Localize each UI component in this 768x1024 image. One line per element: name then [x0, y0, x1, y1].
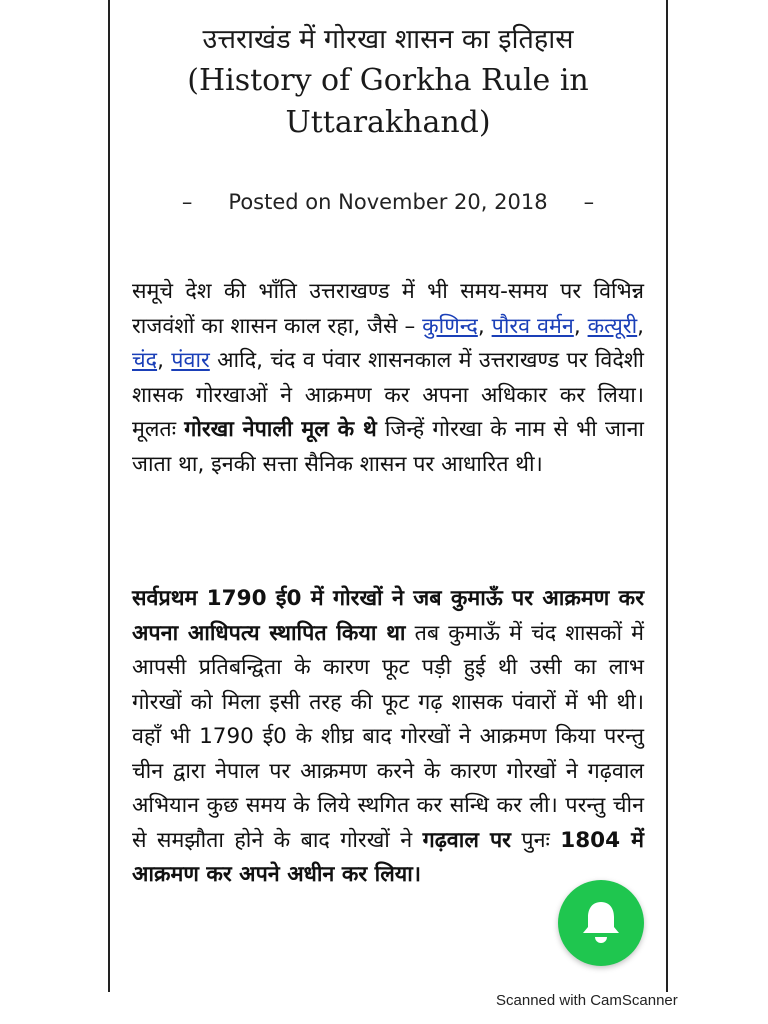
posted-prefix: Posted on — [228, 190, 332, 214]
link-katyuri[interactable]: कत्यूरी — [587, 313, 638, 339]
link-panwar[interactable]: पंवार — [171, 348, 210, 373]
separator: , — [477, 313, 492, 339]
link-kuninda[interactable]: कुणिन्द — [422, 313, 478, 339]
p1-after-links: आदि, चंद व पंवार शासनकाल में उत्तराखण्ड पर विदेशी शासक गोरखाओं ने आक्रमण कर अपना अधिकार कर लिया। मूलतः — [132, 348, 644, 442]
title-hindi: उत्तराखंड में गोरखा शासन का इतिहास — [202, 24, 574, 55]
paragraph-1 — [132, 275, 644, 482]
p1-end: जिन्हें गोरखा के नाम से भी जाना जाता था, इनकी सत्ता सैनिक शासन पर आधारित थी। — [132, 417, 644, 477]
separator: , — [573, 313, 588, 339]
link-chand[interactable]: चंद — [132, 348, 158, 373]
p2-text-1: तब कुमाऊँ में चंद शासकों में आपसी प्रतिबन्द्विता के कारण फूट पड़ी हुई थी उसी का लाभ गोरखों को मिला इसी तरह की फूट गढ़ शासक पंवारों में भी थी। वहाँ भी 1790 ई0 के शीघ्र बाद गोरखों ने आक्रमण किया परन्तु चीन द्वारा नेपाल पर आक्रमण करने के कारण गोरखों ने गढ़वाल अभियान कुछ समय के लिये स्थगित कर सन्धि कर ली। परन्तु चीन से समझौता होने के बाद गोरखों ने — [132, 620, 644, 853]
separator: , — [157, 348, 172, 373]
p2-bold-2: गढ़वाल पर — [422, 827, 511, 853]
p1-intro: समूचे देश की भाँति उत्तराखण्ड में भी समय-समय पर विभिन्न राजवंशों का शासन काल रहा, जैसे – — [132, 279, 644, 339]
p2-text-2: पुनः — [510, 827, 561, 853]
article-title — [112, 20, 664, 144]
separator: , — [637, 313, 645, 339]
p2-bold-1: सर्वप्रथम 1790 ई0 में गोरखों ने जब कुमाऊँ पर आक्रमण कर अपना आधिपत्य स्थापित किया था — [132, 586, 644, 646]
post-meta — [110, 190, 666, 214]
post-date[interactable]: November 20, 2018 — [338, 190, 548, 214]
p1-bold: गोरखा नेपाली मूल के थे — [184, 417, 377, 442]
meta-dash-left: – — [181, 190, 193, 214]
meta-dash-right: – — [583, 190, 595, 214]
scanned-page — [108, 0, 668, 992]
bell-icon — [579, 899, 623, 945]
title-english-line2: Uttarakhand) — [285, 105, 491, 140]
p2-bold-3: 1804 में आक्रमण कर अपने अधीन कर लिया। — [132, 827, 644, 887]
title-english-line1: (History of Gorkha Rule in — [187, 63, 589, 98]
link-paurav-varman[interactable]: पौरव वर्मन — [491, 313, 574, 339]
camscanner-watermark: Scanned with CamScanner — [496, 992, 678, 1009]
notification-bell-button[interactable] — [558, 880, 644, 966]
paragraph-2 — [132, 582, 644, 893]
